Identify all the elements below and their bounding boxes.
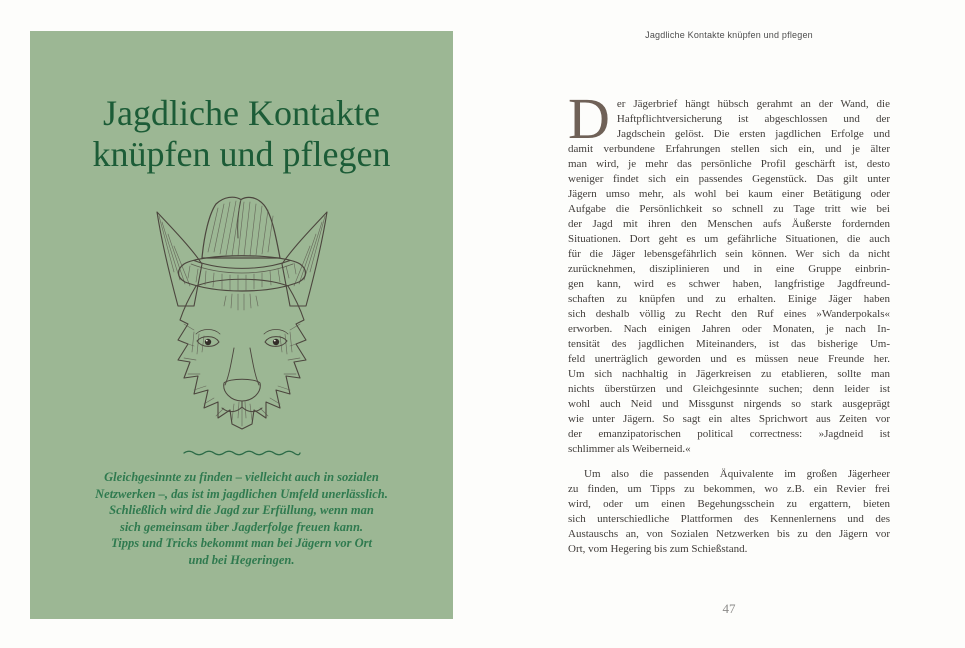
body-text-line: Um sich nachhaltig in Jägerkreisen zu etablieren, sollte man xyxy=(568,368,890,380)
quote-line: Gleichgesinnte zu finden – vielleicht auch in sozialen xyxy=(104,470,379,484)
body-text-line: er Jägerbrief hängt hübsch gerahmt an der Wand, die xyxy=(616,98,890,110)
body-text-line: Um also die passenden Äquivalente im großen Jägerheer xyxy=(584,468,890,480)
left-page xyxy=(30,31,453,619)
quote-line: Tipps und Tricks bekommt man bei Jägern vor Ort xyxy=(111,536,372,550)
body-text-line: Jägern umso mehr, als wohl bei kaum einer Betätigung oder xyxy=(568,188,890,200)
body-text-line: schaften zu knüpfen und zu erhalten. Einige Jäger haben xyxy=(568,293,890,305)
body-paragraph-1 xyxy=(568,86,890,457)
body-text-line: Haftpflichtversicherung ist abgeschlossen und der xyxy=(616,113,890,125)
body-text-line: zu finden, um Tipps zu bekommen, wo z.B. ein Revier frei xyxy=(568,483,890,495)
body-paragraph-2 xyxy=(568,467,890,557)
body-text-line: weniger findet sich ein passendes Gegenstück. Das gilt unter xyxy=(568,173,890,185)
body-text-line: für die Jäger lebensgefährlich sein können. Wer sich da nicht xyxy=(568,248,890,260)
body-text-line: feld unerträglich geworden und es müssen neue Freunde her. xyxy=(568,353,890,365)
body-text-line: wohl auch Neid und Missgunst nirgends so stark ausgeprägt xyxy=(568,398,890,410)
body-text-line: der emanzipatorischen political correctness: »Jagdneid ist xyxy=(568,428,890,440)
quote-line: und bei Hegeringen. xyxy=(188,552,295,567)
body-text-line: nichts überstürzen und Gleichgesinnte suchen; denn leider ist xyxy=(568,383,890,395)
body-text-line: man wird, je mehr das persönliche Profil geschärft ist, desto xyxy=(568,158,890,170)
body-text-line: sich deshalb völlig zu Recht den Ruf eines »Wanderpokals« xyxy=(568,308,890,320)
wolf-illustration xyxy=(144,194,340,430)
body-text-line: sich unterschiedliche Plattformen des Kennenlernens und des xyxy=(568,513,890,525)
wolf-nose xyxy=(223,379,260,401)
page-number: 47 xyxy=(722,601,736,616)
body-text-line: Situationen. Dort geht es um gefährliche Situationen, die auch xyxy=(568,233,890,245)
chapter-title xyxy=(30,93,453,175)
body-text-line: schlimmer als Weiberneid.« xyxy=(568,443,691,455)
chapter-title-line1: Jagdliche Kontakte xyxy=(103,93,380,133)
wavy-divider xyxy=(182,448,302,458)
chapter-intro-quote xyxy=(60,469,423,568)
quote-line: Netzwerken –, das ist im jagdlichen Umfeld unerlässlich. xyxy=(95,486,388,501)
body-text-line: wie unter Jägern. So sagt ein altes Sprichwort aus Zeiten vor xyxy=(568,413,890,425)
drop-cap: D xyxy=(568,86,610,151)
quote-line: sich gemeinsam über Jagderfolge freuen kann. xyxy=(119,519,364,534)
body-text-line: Austauschs an, von Sozialen Netzwerken bis zu den Jägern vor xyxy=(568,528,890,540)
body-text-line: damit verbundene Erfahrungen stellen sich ein, und je älter xyxy=(568,143,890,155)
body-text-line: tensität des jagdlichen Miteinanders, ist das bisherige Um- xyxy=(568,338,890,350)
body-text-line: gen kann, wird es schwer haben, langfristige Jagdfreund- xyxy=(568,278,890,290)
wolf-ears xyxy=(157,212,327,306)
quote-line: Schließlich wird die Jagd zur Erfüllung, wenn man xyxy=(109,503,374,517)
body-text-line: Aufgabe die Persönlichkeit so schnell zu Tage tritt wie bei xyxy=(568,203,890,215)
body-text-line: zurücknehmen, disziplinieren und in eine Gruppe einbrin- xyxy=(568,263,890,275)
body-text-line: wird, oder um einen Begehungsschein zu ergattern, bieten xyxy=(568,498,890,510)
wolf-hat xyxy=(178,197,305,291)
body-text-line: Ort, vom Hegering bis zum Schießstand. xyxy=(568,543,748,555)
chapter-title-line2: knüpfen und pflegen xyxy=(92,134,391,174)
wolf-features xyxy=(196,330,288,412)
running-header: Jagdliche Kontakte knüpfen und pflegen xyxy=(645,30,813,40)
body-text-line: erworben. Nach einigen Jahren oder Monaten, je nach In- xyxy=(568,323,890,335)
wolf-with-hat-drawing xyxy=(144,194,340,430)
body-text-line: der Jagd mit ihren den Menschen aufs Äußerste fordernden xyxy=(568,218,890,230)
body-text-column xyxy=(568,86,890,557)
body-text-line: Jagdschein gelöst. Die ersten jagdlichen Erfolge und xyxy=(616,128,890,140)
